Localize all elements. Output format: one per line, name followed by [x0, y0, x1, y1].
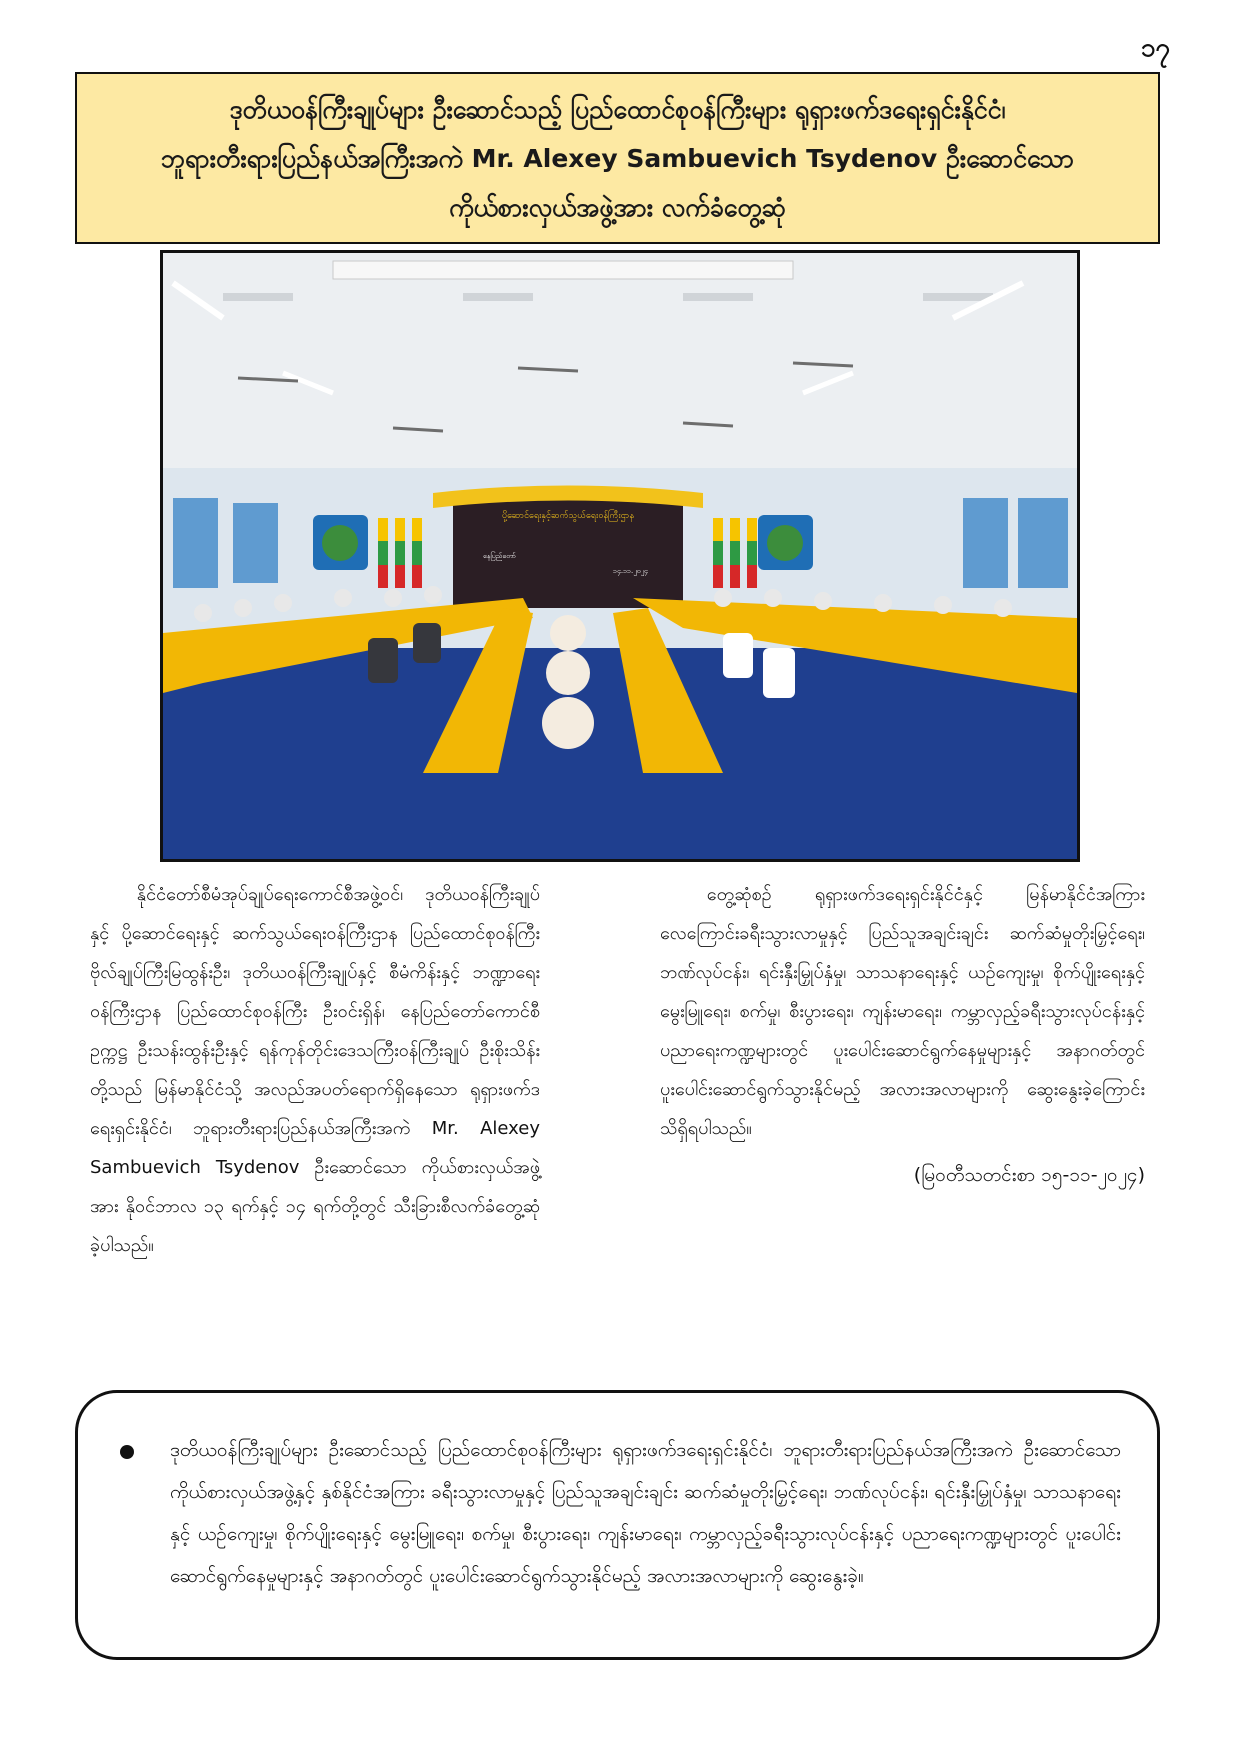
- article-left-column: [90, 875, 540, 1265]
- meeting-hall-illustration: [163, 253, 1077, 859]
- article-paragraph-left: နိုင်ငံတော်စီမံအုပ်ချုပ်ရေးကောင်စီအဖွဲ့ဝင်၊ ဒုတိယဝန်ကြီးချုပ်နှင့် ပို့ဆောင်ရေးနှင့် ဆက်သွယ်ရေးဝန်ကြီးဌာန ပြည်ထောင်စုဝန်ကြီး ဗိုလ်ချုပ်ကြီးမြထွန်းဦး၊ ဒုတိယဝန်ကြီးချုပ်နှင့် စီမံကိန်းနှင့် ဘဏ္ဍာရေးဝန်ကြီးဌာန ပြည်ထောင်စုဝန်ကြီး ဦးဝင်းရှိန်၊ နေပြည်တော်ကောင်စီဥက္ကဋ္ဌ ဦးသန်းထွန်းဦးနှင့် ရန်ကုန်တိုင်းဒေသကြီးဝန်ကြီးချုပ် ဦးစိုးသိန်းတို့သည် မြန်မာနိုင်ငံသို့ အလည်အပတ်ရောက်ရှိနေသော ရုရှားဖက်ဒရေးရှင်းနိုင်ငံ၊ ဘူရားတီးရားပြည်နယ်အကြီးအကဲ Mr. Alexey Sambuevich Tsydenov ဦးဆောင်သော ကိုယ်စားလှယ်အဖွဲ့အား နိုဝင်ဘာလ ၁၃ ရက်နှင့် ၁၄ ရက်တို့တွင် သီးခြားစီလက်ခံတွေ့ဆုံခဲ့ပါသည်။: [90, 884, 540, 1256]
- page-number: ၁၇: [1140, 33, 1170, 63]
- headline-line-3: ကိုယ်စားလှယ်အဖွဲ့အား လက်ခံတွေ့ဆုံ: [449, 192, 786, 222]
- headline-line-2: ဘူရားတီးရားပြည်နယ်အကြီးအကဲ Mr. Alexey Sambuevich Tsydenov ဦးဆောင်သော: [160, 143, 1075, 173]
- headline-line-1: ဒုတိယဝန်ကြီးချုပ်များ ဦးဆောင်သည့် ပြည်ထောင်စုဝန်ကြီးများ ရုရှားဖက်ဒရေးရှင်းနိုင်ငံ၊: [229, 94, 1006, 124]
- photo-screen-right-text: ၁၄.၁၁.၂၀၂၄: [613, 567, 648, 575]
- summary-text: ဒုတိယဝန်ကြီးချုပ်များ ဦးဆောင်သည့် ပြည်ထောင်စုဝန်ကြီးများ ရုရှားဖက်ဒရေးရှင်းနိုင်ငံ၊ ဘူရားတီးရားပြည်နယ်အကြီးအကဲ ဦးဆောင်သော ကိုယ်စားလှယ်အဖွဲ့နှင့် နှစ်နိုင်ငံအကြား ခရီးသွားလာမှုနှင့် ပြည်သူအချင်းချင်း ဆက်ဆံမှုတိုးမြှင့်ရေး၊ ဘဏ်လုပ်ငန်း၊ ရင်းနှီးမြှုပ်နှံမှု၊ သာသနာရေးနှင့် ယဉ်ကျေးမှု၊ စိုက်ပျိုးရေးနှင့် မွေးမြူရေး၊ စက်မှု၊ စီးပွားရေး၊ ကျန်းမာရေး၊ ကမ္ဘာလှည့်ခရီးသွားလုပ်ငန်းနှင့် ပညာရေးကဏ္ဍများတွင် ပူးပေါင်းဆောင်ရွက်နေမှုများနှင့် အနာဂတ်တွင် ပူးပေါင်းဆောင်ရွက်သွားနိုင်မည့် အလားအလာများကို ဆွေးနွေးခဲ့။: [170, 1439, 1121, 1587]
- article-paragraph-right: တွေ့ဆုံစဉ် ရုရှားဖက်ဒရေးရှင်းနိုင်ငံနှင့် မြန်မာနိုင်ငံအကြား လေကြောင်းခရီးသွားလာမှုနှင့် ပြည်သူအချင်းချင်း ဆက်ဆံမှုတိုးမြှင့်ရေး၊ ဘဏ်လုပ်ငန်း၊ ရင်းနှီးမြှုပ်နှံမှု၊ သာသနာရေးနှင့် ယဉ်ကျေးမှု၊ စိုက်ပျိုးရေးနှင့် မွေးမြူရေး၊ စက်မှု၊ စီးပွားရေး၊ ကျန်းမာရေး၊ ကမ္ဘာလှည့်ခရီးသွားလုပ်ငန်းနှင့် ပညာရေးကဏ္ဍများတွင် ပူးပေါင်းဆောင်ရွက်နေမှုများနှင့် အနာဂတ်တွင် ပူးပေါင်းဆောင်ရွက်သွားနိုင်မည့် အလားအလာများကို ဆွေးနွေးခဲ့ကြောင်း သိရှိရပါသည်။: [660, 884, 1145, 1139]
- summary-box: [75, 1390, 1160, 1660]
- news-source: (မြဝတီသတင်းစာ ၁၅-၁၁-၂၀၂၄): [913, 1164, 1145, 1186]
- photo-banner-text: ပို့ဆောင်ရေးနှင့်ဆက်သွယ်ရေးဝန်ကြီးဌာန: [502, 511, 634, 521]
- meeting-photo: [160, 250, 1080, 862]
- photo-screen-left-text: နေပြည်တော်: [483, 552, 516, 560]
- headline-box: [75, 72, 1160, 244]
- bullet-icon: [120, 1445, 134, 1459]
- article-right-column: [660, 875, 1145, 1195]
